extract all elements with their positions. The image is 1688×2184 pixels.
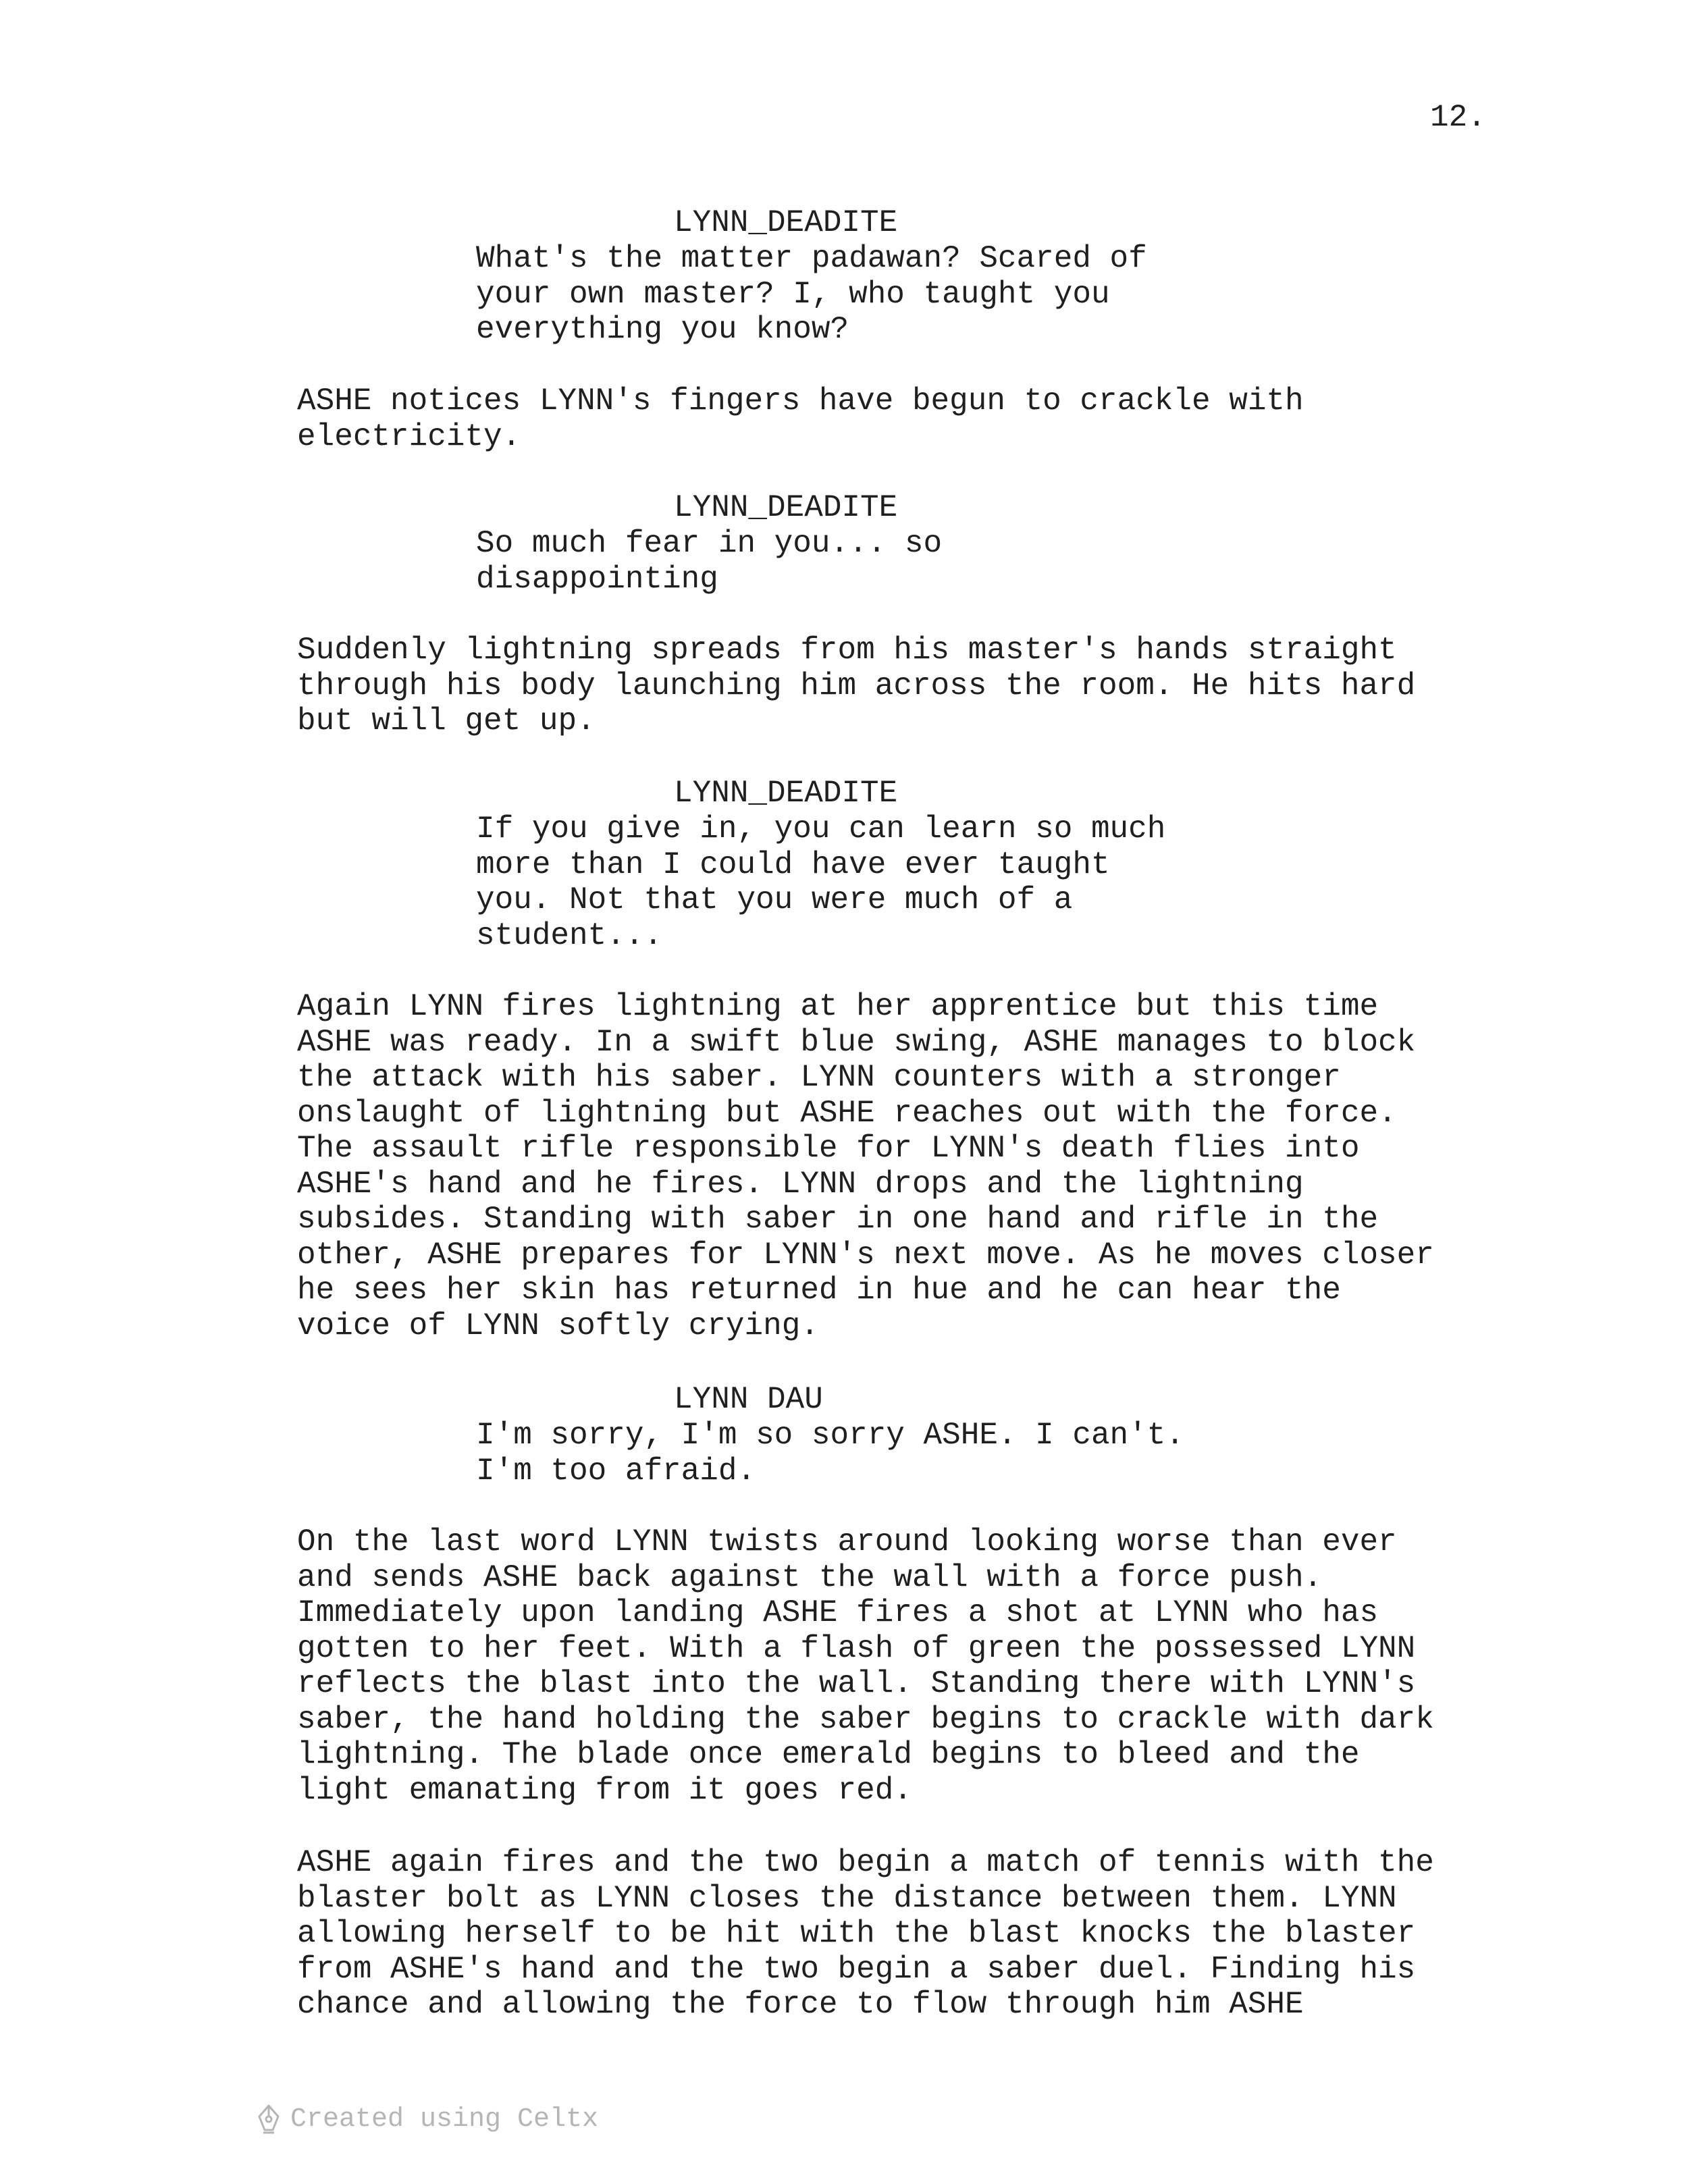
character-cue: LYNN_DEADITE <box>674 205 898 240</box>
character-cue: LYNN_DEADITE <box>674 490 898 525</box>
page-number: 12. <box>1430 100 1486 135</box>
action: Suddenly lightning spreads from his master's hands straight through his body launching him across the room. He hits hard but will get up. <box>297 633 1416 739</box>
footer <box>257 2103 598 2135</box>
pen-nib-icon <box>257 2103 281 2135</box>
action: ASHE again fires and the two begin a match of tennis with the blaster bolt as LYNN closes the distance between them. LYNN allowing herself to be hit with the blast knocks the blaster from ASHE's hand and the two begin a saber duel. Finding his chance and allowing the force to flow through him ASHE <box>297 1845 1434 2022</box>
action: ASHE notices LYNN's fingers have begun to crackle with electricity. <box>297 383 1304 454</box>
dialogue: What's the matter padawan? Scared of your own master? I, who taught you everything you know? <box>476 241 1147 347</box>
dialogue: So much fear in you... so disappointing <box>476 526 943 597</box>
character-cue: LYNN DAU <box>674 1382 823 1417</box>
character-cue: LYNN_DEADITE <box>674 776 898 811</box>
dialogue: I'm sorry, I'm so sorry ASHE. I can't. I'm too afraid. <box>476 1418 1184 1489</box>
dialogue: If you give in, you can learn so much more than I could have ever taught you. Not that you were much of a student... <box>476 811 1166 953</box>
action: Again LYNN fires lightning at her apprentice but this time ASHE was ready. In a swift blue swing, ASHE manages to block the attack with his saber. LYNN counters with a stronger onslaught of lightning but ASHE reaches out with the force. The assault rifle responsible for LYNN's death flies into ASHE's hand and he fires. LYNN drops and the lightning subsides. Standing with saber in one hand and rifle in the other, ASHE prepares for LYNN's next move. As he moves closer he sees her skin has returned in hue and he can hear the voice of LYNN softly crying. <box>297 989 1434 1343</box>
action: On the last word LYNN twists around looking worse than ever and sends ASHE back against the wall with a force push. Immediately upon landing ASHE fires a shot at LYNN who has gotten to her feet. With a flash of green the possessed LYNN reflects the blast into the wall. Standing there with LYNN's saber, the hand holding the saber begins to crackle with dark lightning. The blade once emerald begins to bleed and the light emanating from it goes red. <box>297 1524 1434 1808</box>
footer-text: Created using Celtx <box>290 2104 599 2135</box>
